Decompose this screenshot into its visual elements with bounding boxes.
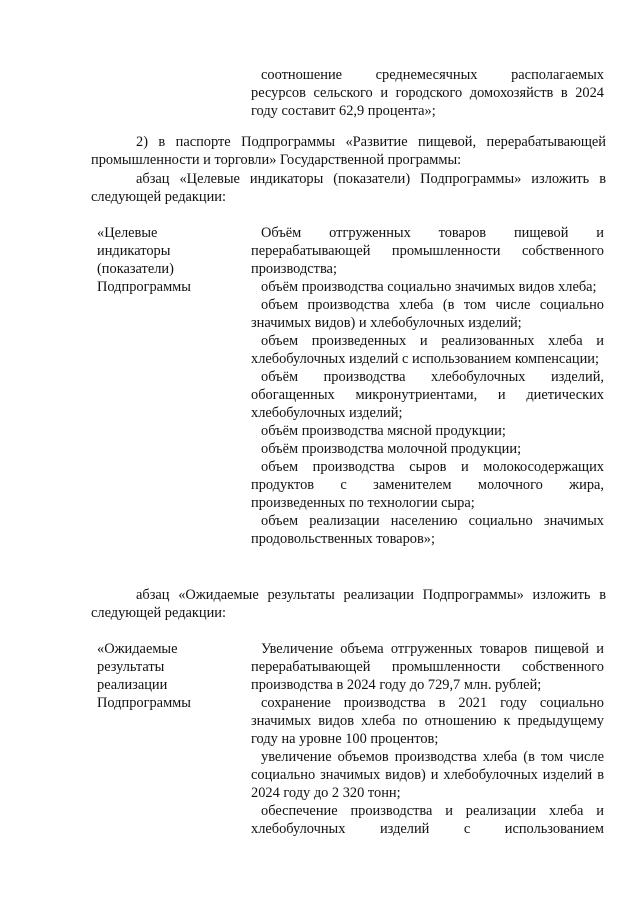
table1-item: объем производства сыров и молокосодержащих продуктов с заменителем молочного жира, произведенных по технологии сыра; <box>251 459 604 511</box>
table1-item: объем производства хлеба (в том числе социально значимых видов) и хлебобулочных изделий; <box>251 297 604 331</box>
para-abzac1-line-1: абзац «Целевые индикаторы (показатели) Подпрограммы» изложить в <box>136 171 606 187</box>
para-abzac1-line-2: следующей редакции: <box>91 189 226 205</box>
table2-content <box>251 640 604 838</box>
para-abzac2-line-2: следующей редакции: <box>91 605 226 621</box>
table1-item: объем произведенных и реализованных хлеба и хлебобулочных изделий с использованием компенсации; <box>251 333 604 367</box>
table1-item: объём производства хлебобулочных изделий, обогащенных микронутриентами, и диетических хлебобулочных изделий; <box>251 369 604 421</box>
top-block <box>251 66 604 120</box>
table2-item: увеличение объемов производства хлеба (в том числе социально значимых видов) и хлебобулочных изделий в 2024 году до 2 320 тонн; <box>251 749 604 801</box>
para-abzac2-line-1: абзац «Ожидаемые результаты реализации Подпрограммы» изложить в <box>136 587 606 603</box>
table1-item: объём производства социально значимых видов хлеба; <box>261 279 597 295</box>
top-block-line-3: году составит 62,9 процента»; <box>251 103 436 119</box>
table1-item: объем реализации населению социально значимых продовольственных товаров»; <box>251 513 604 547</box>
table2-item: сохранение производства в 2021 году социально значимых видов хлеба по отношению к предыдущему году на уровне 100 процентов; <box>251 695 604 747</box>
top-block-line-2: ресурсов сельского и городского домохозяйств в 2024 <box>251 85 604 101</box>
para2-line-1: 2) в паспорте Подпрограммы «Развитие пищевой, перерабатывающей <box>136 134 606 150</box>
table1-item: Объём отгруженных товаров пищевой и перерабатывающей промышленности собственного производства; <box>251 225 604 277</box>
table1-content <box>251 224 604 548</box>
table2-label: «Ожидаемые результаты реализации Подпрограммы <box>97 641 191 711</box>
para2-line-2: промышленности и торговли» Государственной программы: <box>91 152 462 168</box>
table2-item: Увеличение объема отгруженных товаров пищевой и перерабатывающей промышленности собственного производства в 2024 году до 729,7 млн. рублей; <box>251 641 604 693</box>
table2-item: обеспечение производства и реализации хлеба и хлебобулочных изделий с использованием <box>251 803 604 837</box>
table1-item: объём производства мясной продукции; <box>261 423 506 439</box>
top-block-line-1: соотношение среднемесячных располагаемых <box>261 67 604 83</box>
table1-label: «Целевые индикаторы (показатели) Подпрограммы <box>97 225 191 295</box>
table1-item: объём производства молочной продукции; <box>261 441 522 457</box>
